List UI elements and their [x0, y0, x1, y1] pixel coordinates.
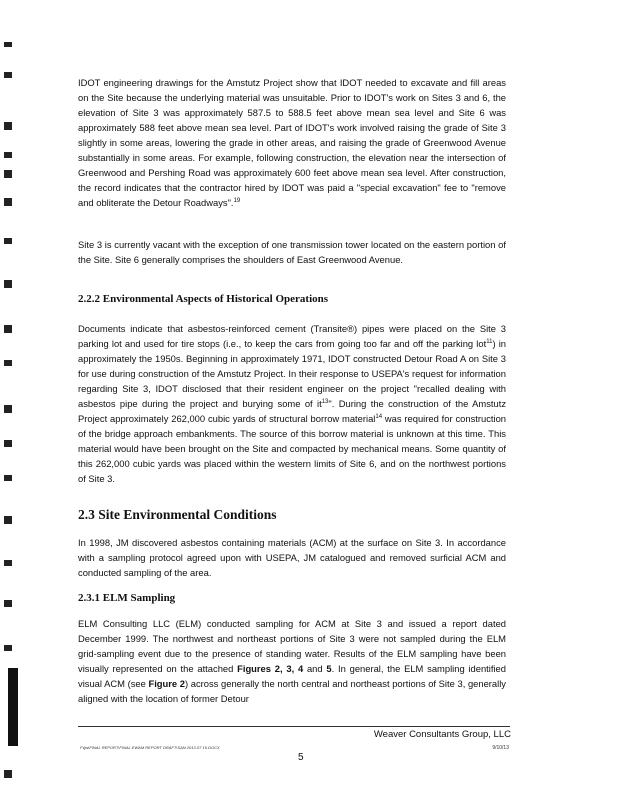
- text: ELM Consulting LLC (ELM) conducted sampling for ACM at Site 3 and issued a report dated December 1999. The northwest and northeast portions of Site 3 were not sampled during the ELM grid-sampling event due to the presence of standing water. Results of the ELM sampling have been visually represented on the attached: [78, 618, 506, 674]
- edge-mark: [4, 152, 12, 158]
- page-number: 5: [298, 752, 304, 763]
- footnote-ref: 19: [233, 197, 241, 204]
- text: ) across generally the north central and northeast portions of Site 3, generally aligned with the location of former Detour: [78, 678, 506, 704]
- edge-mark: [4, 516, 12, 524]
- edge-mark: [4, 72, 12, 78]
- paragraph-site-status: Site 3 is currently vacant with the exception of one transmission tower located on the eastern portion of the Site. Site 6 generally comprises the shoulders of East Greenwood Avenue.: [78, 239, 506, 265]
- heading-2-3-1: 2.3.1 ELM Sampling: [78, 592, 176, 604]
- edge-mark: [4, 600, 12, 607]
- edge-mark: [4, 475, 12, 481]
- edge-mark: [4, 360, 12, 366]
- text: ". During the construction of the Amstutz Project approximately 262,000 cubic yards of structural borrow material: [78, 398, 507, 424]
- paragraph-site-conditions: In 1998, JM discovered asbestos containing materials (ACM) at the surface on Site 3. In accordance with a sampling protocol agreed upon with USEPA, JM catalogued and removed surficial ACM and conducted sampling of the area.: [78, 537, 506, 578]
- footnote-ref: 13: [321, 398, 329, 405]
- edge-mark: [4, 560, 12, 566]
- paragraph-idot-drawings: [78, 75, 506, 210]
- text: . In general, the ELM sampling identified visual ACM (see: [78, 663, 506, 689]
- footer-file-path: F\ijw\FINAL REPORT\FINAL EWAM REPORT DRAFT\SAN 2013-07 10.DOCX: [80, 745, 220, 750]
- edge-mark: [4, 280, 12, 288]
- edge-mark: [4, 238, 12, 244]
- text: IDOT engineering drawings for the Amstutz Project show that IDOT needed to excavate and fill areas on the Site because the underlying material was unsuitable. Prior to IDOT's work on Sites 3 and 6, the elevation of Site 3 was approximately 587.5 to 588.5 feet above mean sea level and Site 6 was approximately 588 feet above mean sea level. Part of IDOT's work involved raising the grade of Site 3 slightly in some areas, lowering the grade in other areas, and raising the grade of Greenwood Avenue substantially in some areas. For example, following construction, the elevation near the intersection of Greenwood and Pershing Road was approximately 600 feet above mean sea level. After construction, the record indicates that the contractor hired by IDOT was paid a "special excavation" fee to "remove and obliterate the Detour Roadways".: [78, 77, 506, 208]
- edge-mark: [4, 440, 12, 447]
- text: was required for construction of the bridge approach embankments. The source of this borrow material is unknown at this time. This material would have been brought on the Site and compacted by mechanical means. Some quantity of this 262,000 cubic yards was placed within the western limits of Site 6, and on the northwest portions of Site 3.: [78, 413, 506, 484]
- edge-mark: [4, 645, 12, 651]
- text: ) in approximately the 1950s. Beginning in approximately 1971, IDOT constructed Detour Road A on Site 3 for use during construction of the Amstutz Project. In their response to USEPA's request for information regarding Site 3, IDOT disclosed that their resident engineer on the project "recalled dealing with asbestos pipe during the project and burying some of it: [78, 338, 506, 409]
- edge-bar: [8, 668, 18, 746]
- text: Documents indicate that asbestos-reinforced cement (Transite®) pipes were placed on the Site 3 parking lot and used for tire stops (i.e., to keep the cars from going too far and off the parking lot: [78, 323, 506, 349]
- edge-mark: [4, 122, 12, 130]
- figure-ref: Figures 2, 3, 4: [237, 663, 304, 674]
- heading-2-3: 2.3 Site Environmental Conditions: [78, 507, 277, 522]
- edge-mark: [4, 405, 12, 413]
- paragraph-environmental-aspects: [78, 321, 506, 486]
- footnote-ref: 14: [375, 413, 383, 420]
- edge-mark: [4, 325, 12, 333]
- text: and: [303, 663, 327, 674]
- figure-ref: Figure 2: [148, 678, 185, 689]
- paragraph-elm-sampling: [78, 616, 506, 706]
- footnote-ref: 11: [486, 338, 493, 345]
- heading-2-2-2: 2.2.2 Environmental Aspects of Historical Operations: [78, 293, 329, 305]
- edge-mark: [4, 198, 12, 206]
- footer-rule: [78, 726, 510, 727]
- edge-mark: [4, 170, 12, 178]
- edge-mark: [4, 42, 12, 47]
- edge-mark: [4, 770, 12, 778]
- footer-company: Weaver Consultants Group, LLC: [373, 729, 511, 740]
- footer-date: 9/10/13: [492, 745, 509, 751]
- figure-ref: 5: [326, 663, 332, 674]
